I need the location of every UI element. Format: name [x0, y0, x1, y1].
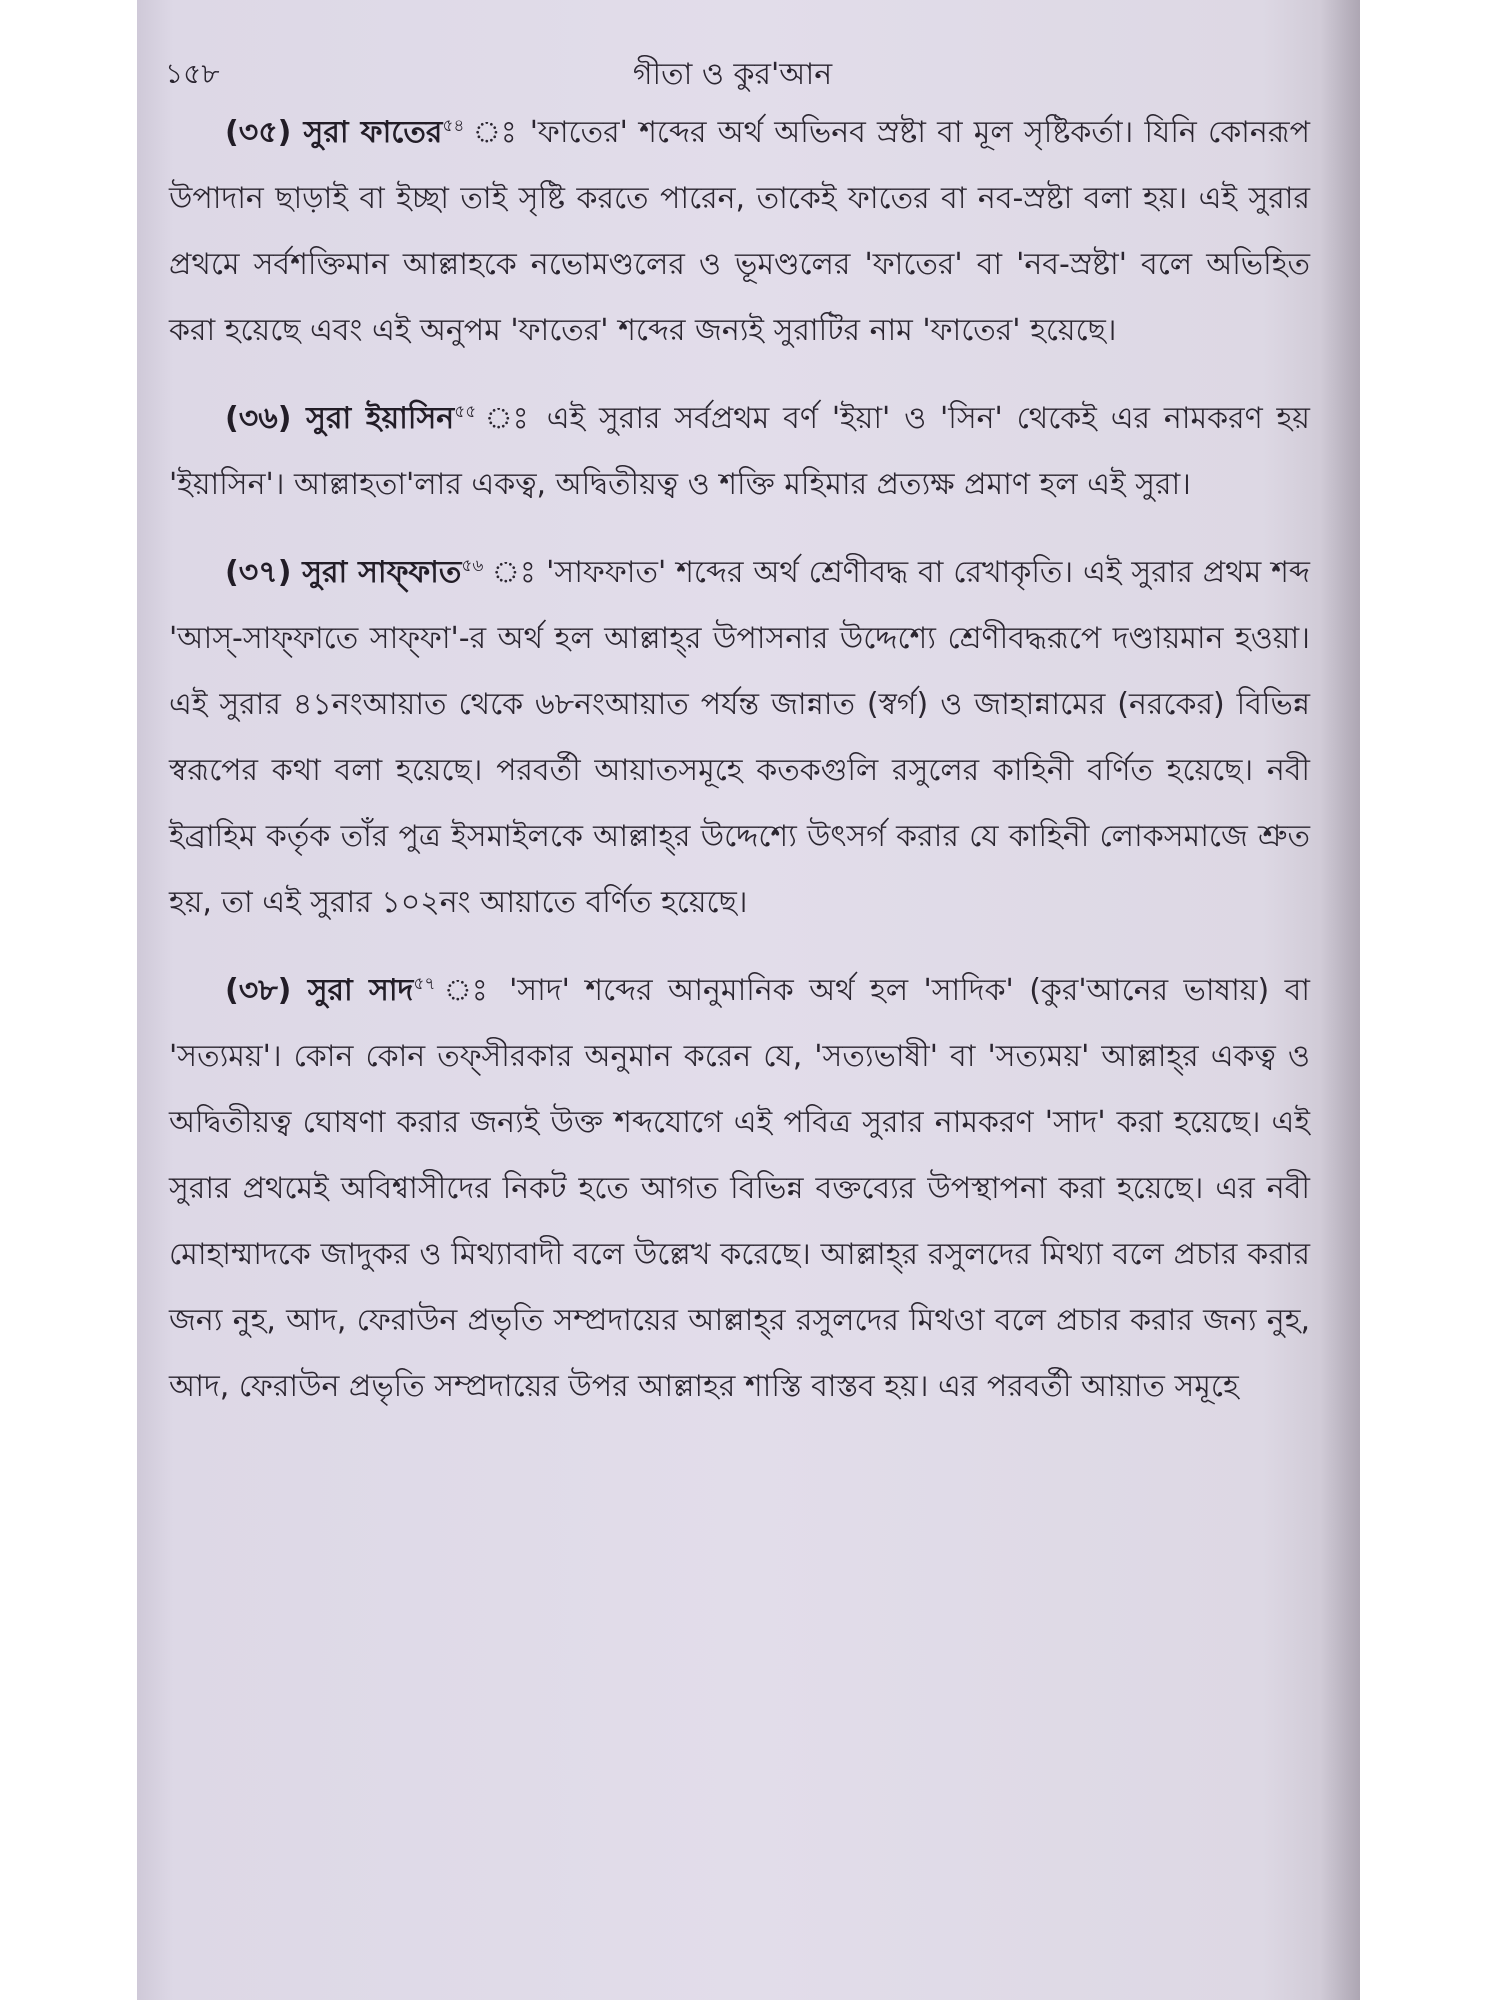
running-title: গীতা ও কুর'আন — [632, 57, 833, 92]
section-37-footnote-marker: ৫৬ — [461, 556, 484, 576]
section-38-paragraph — [169, 958, 1310, 1420]
section-36-footnote-marker: ৫৫ — [454, 402, 477, 422]
page-header — [165, 40, 1300, 100]
section-37-text: 'সাফফাত' শব্দের অর্থ শ্রেণীবদ্ধ বা রেখাকৃতি। এই সুরার প্রথম শব্দ 'আস্‌-সাফ্‌ফাতে সাফ্‌ফা'-র অর্থ হল আল্লাহ্‌র উপাসনার উদ্দেশ্যে শ্রেণীবদ্ধরূপে দণ্ডায়মান হওয়া। এই সুরার ৪১নংআয়াত থেকে ৬৮নংআয়াত পর্যন্ত জান্নাত (স্বর্গ) ও জাহান্নামের (নরকের) বিভিন্ন স্বরূপের কথা বলা হয়েছে। পরবর্তী আয়াতসমূহে কতকগুলি রসুলের কাহিনী বর্ণিত হয়েছে। নবী ইব্রাহিম কর্তৃক তাঁর পুত্র ইসমাইলকে আল্লাহ্‌র উদ্দেশ্যে উৎসর্গ করার যে কাহিনী লোকসমাজে শ্রুত হয়, তা এই সুরার ১০২নং আয়াতে বর্ণিত হয়েছে। — [169, 555, 1310, 920]
page-number: ১৫৮ — [165, 57, 220, 90]
section-38-footnote-marker: ৫৭ — [413, 974, 436, 994]
section-37-heading: (৩৭) সুরা সাফ্‌ফাত — [225, 555, 462, 590]
section-38-separator: ঃ — [435, 973, 510, 1008]
page-edge-shadow — [1320, 0, 1360, 2000]
section-36-text: এই সুরার সর্বপ্রথম বর্ণ 'ইয়া' ও 'সিন' থেকেই এর নামকরণ হয় 'ইয়াসিন'। আল্লাহতা'লার একত্ব, অদ্বিতীয়ত্ব ও শক্তি মহিমার প্রত্যক্ষ প্রমাণ হল এই সুরা। — [169, 401, 1310, 502]
section-35-footnote-marker: ৫৪ — [442, 116, 465, 136]
section-37-paragraph — [169, 540, 1310, 936]
section-36-heading: (৩৬) সুরা ইয়াসিন — [225, 401, 455, 436]
section-35-text: 'ফাতের' শব্দের অর্থ অভিনব স্রষ্টা বা মূল সৃষ্টিকর্তা। যিনি কোনরূপ উপাদান ছাড়াই বা ইচ্ছা তাই সৃষ্টি করতে পারেন, তাকেই ফাতের বা নব-স্রষ্টা বলা হয়। এই সুরার প্রথমে সর্বশক্তিমান আল্লাহকে নভোমণ্ডলের ও ভূমণ্ডলের 'ফাতের' বা 'নব-স্রষ্টা' বলে অভিহিত করা হয়েছে এবং এই অনুপম 'ফাতের' শব্দের জন্যই সুরাটির নাম 'ফাতের' হয়েছে। — [169, 115, 1310, 348]
section-37-separator: ঃ — [483, 555, 547, 590]
section-38-text: 'সাদ' শব্দের আনুমানিক অর্থ হল 'সাদিক' (কুর'আনের ভাষায়) বা 'সত্যময়'। কোন কোন তফ্‌সীরকার অনুমান করেন যে, 'সত্যভাষী' বা 'সত্যময়' আল্লাহ্‌র একত্ব ও অদ্বিতীয়ত্ব ঘোষণা করার জন্যই উক্ত শব্দযোগে এই পবিত্র সুরার নামকরণ 'সাদ' করা হয়েছে। এই সুরার প্রথমেই অবিশ্বাসীদের নিকট হতে আগত বিভিন্ন বক্তব্যের উপস্থাপনা করা হয়েছে। এর নবী মোহাম্মাদকে জাদুকর ও মিথ্যাবাদী বলে উল্লেখ করেছে। আল্লাহ্‌র রসুলদের মিথ্যা বলে প্রচার করার জন্য নুহ, আদ, ফেরাউন প্রভৃতি সম্প্রদায়ের আল্লাহ্‌র রসুলদের মিথওা বলে প্রচার করার জন্য নুহ, আদ, ফেরাউন প্রভৃতি সম্প্রদায়ের উপর আল্লাহর শাস্তি বাস্তব হয়। এর পরবর্তী আয়াত সমূহে — [169, 973, 1310, 1404]
section-35-paragraph — [169, 100, 1310, 364]
page-body — [169, 100, 1310, 1442]
section-36-paragraph — [169, 386, 1310, 518]
section-35-heading: (৩৫) সুরা ফাতের — [225, 115, 443, 150]
section-35-separator: ঃ — [464, 115, 530, 150]
section-36-separator: ঃ — [476, 401, 547, 436]
book-page — [137, 0, 1360, 2000]
section-38-heading: (৩৮) সুরা সাদ — [225, 973, 414, 1008]
